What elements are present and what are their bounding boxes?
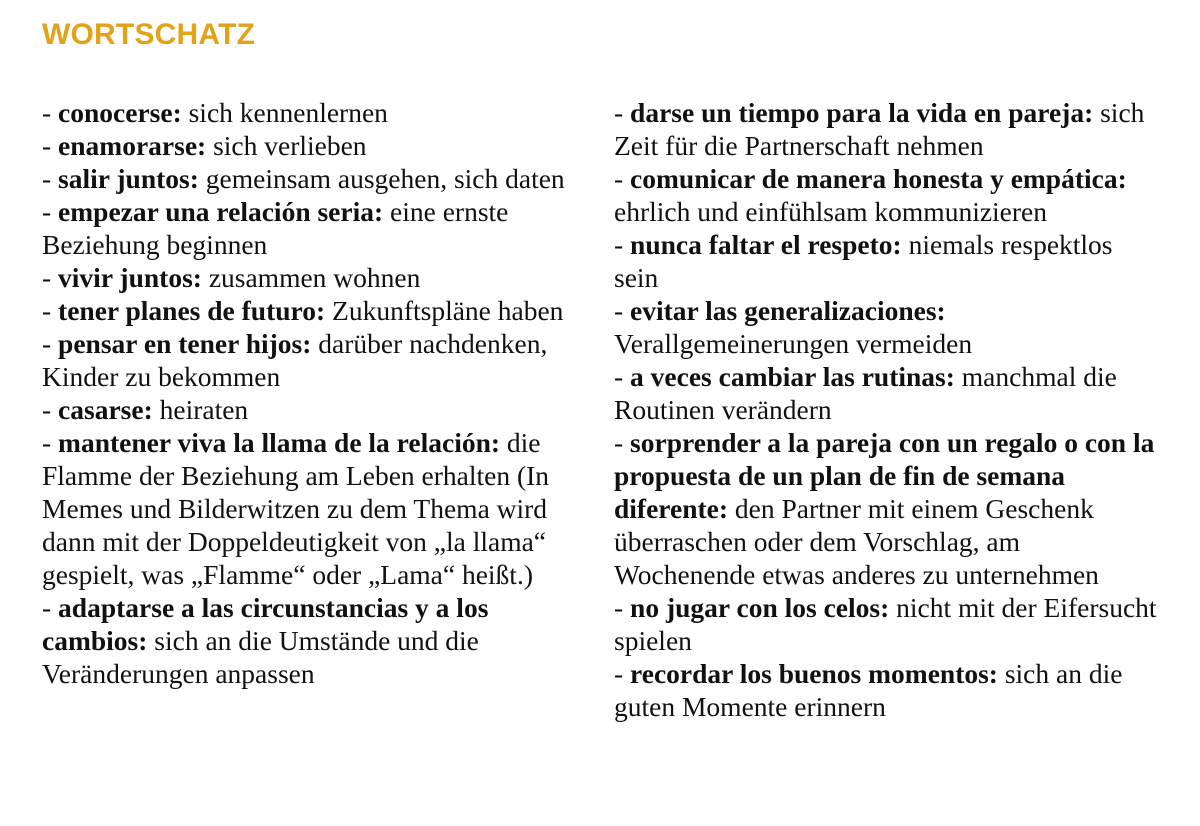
german-translation: niemals respektlos sein — [614, 229, 1113, 293]
vocabulary-entry — [42, 393, 582, 426]
spanish-term: nunca faltar el respeto: — [630, 229, 902, 260]
german-translation: sich kennenlernen — [188, 97, 388, 128]
vocabulary-entry — [614, 162, 1162, 228]
german-translation: manchmal die Routinen verändern — [614, 361, 1117, 425]
german-translation: sich an die guten Momente erinnern — [614, 658, 1123, 722]
spanish-term: adaptarse a las circunstancias y a los cambios: — [42, 592, 489, 656]
spanish-term: conocerse: — [58, 97, 182, 128]
vocabulary-list-left — [42, 96, 582, 690]
dash: - — [614, 658, 631, 689]
dash: - — [614, 229, 631, 260]
spanish-term: a veces cambiar las rutinas: — [630, 361, 955, 392]
german-translation: gemeinsam ausgehen, sich daten — [205, 163, 565, 194]
spanish-term: darse un tiempo para la vida en pareja: — [630, 97, 1094, 128]
vocabulary-entry — [614, 228, 1162, 294]
vocabulary-entry — [42, 591, 582, 690]
spanish-term: mantener viva la llama de la relación: — [58, 427, 501, 458]
german-translation: sich verlieben — [213, 130, 367, 161]
dash: - — [614, 295, 631, 326]
vocabulary-entry — [42, 129, 582, 162]
spanish-term: evitar las generalizaciones: — [630, 295, 946, 326]
german-translation: heiraten — [159, 394, 249, 425]
german-translation: ehrlich und einfühlsam kommunizieren — [614, 196, 1048, 227]
german-translation: den Partner mit einem Geschenk überraschen oder dem Vorschlag, am Wochenende etwas anderes zu unternehmen — [614, 493, 1099, 590]
german-translation: Zukunftspläne haben — [332, 295, 564, 326]
spanish-term: salir juntos: — [58, 163, 199, 194]
dash: - — [42, 196, 59, 227]
dash: - — [42, 97, 59, 128]
dash: - — [42, 163, 59, 194]
vocabulary-entry — [42, 294, 582, 327]
spanish-term: enamorarse: — [58, 130, 207, 161]
spanish-term: sorprender a la pareja con un regalo o con la propuesta de un plan de fin de semana diferente: — [614, 427, 1155, 524]
spanish-term: empezar una relación seria: — [58, 196, 384, 227]
vocabulary-entry — [614, 657, 1162, 723]
vocabulary-entry — [42, 96, 582, 129]
german-translation: nicht mit der Eifersucht spielen — [614, 592, 1157, 656]
dash: - — [42, 295, 59, 326]
dash: - — [42, 130, 59, 161]
spanish-term: tener planes de futuro: — [58, 295, 326, 326]
vocabulary-entry — [42, 327, 582, 393]
german-translation: zusammen wohnen — [208, 262, 421, 293]
dash: - — [42, 427, 59, 458]
vocabulary-entry — [42, 162, 582, 195]
vocabulary-entry — [614, 360, 1162, 426]
vocabulary-entry — [42, 261, 582, 294]
vocabulary-list-right — [614, 96, 1162, 723]
german-translation: darüber nachdenken, Kinder zu bekommen — [42, 328, 548, 392]
german-translation: die Flamme der Beziehung am Leben erhalten (In Memes und Bilderwitzen zu dem Thema wird dann mit der Doppeldeutigkeit von „la llama“ gespielt, was „Flamme“ oder „Lama“ heißt.) — [42, 427, 550, 590]
dash: - — [614, 592, 631, 623]
spanish-term: pensar en tener hijos: — [58, 328, 312, 359]
spanish-term: vivir juntos: — [58, 262, 202, 293]
vocabulary-entry — [614, 294, 1162, 360]
spanish-term: recordar los buenos momentos: — [630, 658, 998, 689]
vocabulary-entry — [614, 591, 1162, 657]
dash: - — [42, 328, 59, 359]
section-heading: WORTSCHATZ — [42, 18, 256, 51]
spanish-term: no jugar con los celos: — [630, 592, 890, 623]
dash: - — [614, 163, 631, 194]
vocabulary-entry — [614, 96, 1162, 162]
vocabulary-entry — [42, 195, 582, 261]
german-translation: eine ernste Beziehung beginnen — [42, 196, 509, 260]
dash: - — [42, 592, 59, 623]
vocabulary-entry — [42, 426, 582, 591]
dash: - — [614, 97, 631, 128]
dash: - — [614, 361, 631, 392]
german-translation: sich an die Umstände und die Veränderungen anpassen — [42, 625, 479, 689]
spanish-term: casarse: — [58, 394, 153, 425]
german-translation: Verallgemeinerungen vermeiden — [614, 328, 973, 359]
vocabulary-entry — [614, 426, 1162, 591]
dash: - — [42, 394, 59, 425]
dash: - — [614, 427, 631, 458]
dash: - — [42, 262, 59, 293]
spanish-term: comunicar de manera honesta y empática: — [630, 163, 1127, 194]
german-translation: sich Zeit für die Partnerschaft nehmen — [614, 97, 1145, 161]
